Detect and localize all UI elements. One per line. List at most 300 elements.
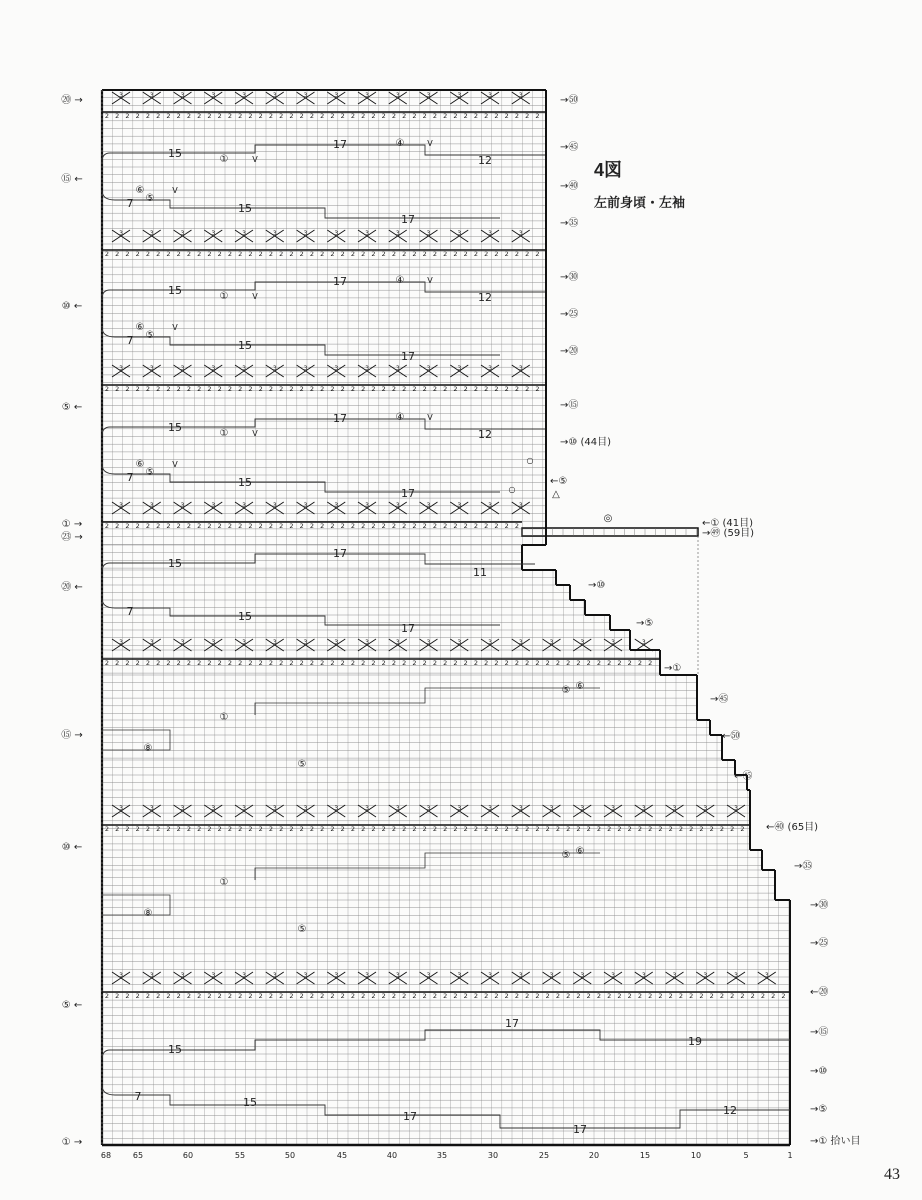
purl-count-label: 2 xyxy=(607,825,612,833)
purl-count-label: 2 xyxy=(197,385,202,393)
cable-count-label: 3 xyxy=(734,972,738,979)
purl-count-label: 2 xyxy=(504,825,509,833)
purl-count-label: 2 xyxy=(248,112,253,120)
purl-count-label: 2 xyxy=(279,385,284,393)
purl-count-label: 2 xyxy=(166,112,171,120)
purl-count-label: 2 xyxy=(238,659,243,667)
cable-count-label: 3 xyxy=(211,639,216,646)
purl-count-label: 2 xyxy=(289,385,294,393)
stitch-count-label: 17 xyxy=(401,487,415,500)
purl-count-label: 2 xyxy=(535,385,540,393)
purl-count-label: 2 xyxy=(361,385,366,393)
purl-count-label: 2 xyxy=(227,522,233,530)
purl-count-label: 2 xyxy=(504,522,509,530)
cable-count-label: 3 xyxy=(641,972,646,979)
cable-count-label: 3 xyxy=(703,972,708,979)
purl-count-label: 2 xyxy=(432,659,438,667)
purl-count-label: 2 xyxy=(289,250,294,258)
cable-count-label: 3 xyxy=(242,972,246,979)
purl-count-label: 2 xyxy=(771,992,776,1000)
decrease-symbol: V xyxy=(172,460,178,469)
purl-count-label: 2 xyxy=(197,992,202,1000)
purl-count-label: 2 xyxy=(176,825,181,833)
left-row-label: ㉓ → xyxy=(61,532,83,543)
purl-count-label: 2 xyxy=(125,250,130,258)
purl-count-label: 2 xyxy=(381,825,386,833)
purl-count-label: 2 xyxy=(197,250,202,258)
right-row-label: ←㊵ (65目) xyxy=(766,822,819,833)
purl-count-label: 2 xyxy=(402,522,407,530)
purl-count-label: 2 xyxy=(145,112,151,120)
purl-count-label: 2 xyxy=(525,385,530,393)
left-row-label: ⑤ ← xyxy=(61,1000,83,1011)
purl-count-label: 2 xyxy=(320,992,325,1000)
purl-count-label: 2 xyxy=(494,112,499,120)
purl-count-label: 2 xyxy=(186,825,192,833)
column-tick-label: 10 xyxy=(690,1151,702,1160)
purl-count-label: 2 xyxy=(678,825,684,833)
cable-count-label: 3 xyxy=(488,972,492,979)
purl-count-label: 2 xyxy=(514,659,520,667)
purl-count-label: 2 xyxy=(186,992,192,1000)
cable-count-label: 3 xyxy=(457,92,462,99)
figure-title: 4図 xyxy=(594,160,623,180)
short-row-path xyxy=(255,853,600,880)
stitch-count-label: 17 xyxy=(401,213,415,226)
stitch-count-label: 12 xyxy=(478,291,492,304)
purl-count-label: 2 xyxy=(258,385,263,393)
purl-count-label: 2 xyxy=(443,385,448,393)
purl-count-label: 2 xyxy=(473,825,479,833)
right-row-label: ←① (41目) xyxy=(702,518,754,529)
purl-count-label: 2 xyxy=(627,825,632,833)
purl-count-label: 2 xyxy=(330,522,335,530)
sleeve-band xyxy=(522,528,698,536)
purl-count-label: 2 xyxy=(238,825,243,833)
cable-count-label: 3 xyxy=(395,502,400,509)
purl-count-label: 2 xyxy=(719,992,725,1000)
cable-count-label: 3 xyxy=(457,502,462,509)
purl-count-label: 2 xyxy=(125,825,130,833)
purl-count-label: 2 xyxy=(760,992,766,1000)
purl-count-label: 2 xyxy=(350,112,356,120)
purl-count-label: 2 xyxy=(740,992,745,1000)
purl-count-label: 2 xyxy=(699,992,704,1000)
purl-count-label: 2 xyxy=(104,825,110,833)
right-row-label: →㉟ xyxy=(794,861,813,872)
right-row-label: →⑮ xyxy=(810,1027,829,1038)
cable-count-label: 3 xyxy=(518,92,523,99)
purl-count-label: 2 xyxy=(504,250,509,258)
purl-count-label: 2 xyxy=(320,385,325,393)
right-row-label: →㊺ xyxy=(560,142,579,153)
cable-count-label: 3 xyxy=(426,92,431,99)
purl-count-label: 2 xyxy=(391,112,397,120)
purl-count-label: 2 xyxy=(207,250,212,258)
purl-count-label: 2 xyxy=(258,522,263,530)
stitch-count-label: 17 xyxy=(333,138,347,151)
cable-count-label: 3 xyxy=(518,805,523,812)
purl-count-label: 2 xyxy=(186,522,192,530)
cable-count-label: 3 xyxy=(149,972,154,979)
purl-count-label: 2 xyxy=(658,825,663,833)
purl-count-label: 2 xyxy=(350,250,356,258)
cable-count-label: 3 xyxy=(457,972,462,979)
cable-count-label: 3 xyxy=(149,230,154,237)
purl-count-label: 2 xyxy=(156,112,161,120)
cable-count-label: 3 xyxy=(518,365,523,372)
purl-count-label: 2 xyxy=(484,385,489,393)
purl-count-label: 2 xyxy=(299,522,304,530)
cable-count-label: 3 xyxy=(303,230,308,237)
cable-count-label: 3 xyxy=(488,365,492,372)
cable-count-label: 3 xyxy=(641,805,646,812)
purl-count-label: 2 xyxy=(340,522,345,530)
purl-count-label: 2 xyxy=(104,659,110,667)
decrease-symbol: V xyxy=(252,155,258,164)
purl-count-label: 2 xyxy=(197,522,202,530)
purl-count-label: 2 xyxy=(494,825,499,833)
purl-count-label: 2 xyxy=(586,659,591,667)
purl-count-label: 2 xyxy=(566,992,571,1000)
purl-count-label: 2 xyxy=(453,522,458,530)
purl-count-label: 2 xyxy=(484,250,489,258)
column-tick-label: 25 xyxy=(538,1151,550,1160)
purl-count-label: 2 xyxy=(115,522,120,530)
row-marker: ⑥ xyxy=(575,681,585,692)
row-marker: ⑤ xyxy=(297,924,307,935)
cable-count-label: 3 xyxy=(149,365,154,372)
purl-count-label: 2 xyxy=(781,992,786,1000)
purl-count-label: 2 xyxy=(617,992,622,1000)
purl-count-label: 2 xyxy=(135,659,140,667)
cable-count-label: 3 xyxy=(180,365,185,372)
purl-count-label: 2 xyxy=(555,825,561,833)
purl-count-label: 2 xyxy=(422,522,427,530)
cable-count-label: 3 xyxy=(119,805,123,812)
right-row-label: ←㊺ xyxy=(734,771,753,782)
edge-symbol: △ xyxy=(552,489,560,500)
stitch-count-label: 17 xyxy=(401,622,415,635)
purl-count-label: 2 xyxy=(504,992,509,1000)
purl-count-label: 2 xyxy=(340,250,345,258)
cable-count-label: 3 xyxy=(119,639,123,646)
purl-count-label: 2 xyxy=(330,385,335,393)
column-tick-label: 30 xyxy=(487,1151,499,1160)
purl-count-label: 2 xyxy=(145,385,151,393)
purl-count-label: 2 xyxy=(156,522,161,530)
purl-count-label: 2 xyxy=(166,385,171,393)
purl-count-label: 2 xyxy=(309,522,315,530)
row-marker: ⑤ xyxy=(561,850,571,861)
purl-count-label: 2 xyxy=(658,992,663,1000)
purl-count-label: 2 xyxy=(678,992,684,1000)
cable-count-label: 3 xyxy=(119,92,123,99)
purl-count-label: 2 xyxy=(115,112,120,120)
purl-count-label: 2 xyxy=(494,992,499,1000)
cable-count-label: 3 xyxy=(365,365,369,372)
cable-count-label: 3 xyxy=(611,805,615,812)
purl-count-label: 2 xyxy=(135,112,140,120)
decrease-symbol: V xyxy=(252,429,258,438)
purl-count-label: 2 xyxy=(473,522,479,530)
purl-count-label: 2 xyxy=(402,250,407,258)
row-marker: ④ xyxy=(395,412,405,423)
purl-count-label: 2 xyxy=(381,250,386,258)
purl-count-label: 2 xyxy=(514,825,520,833)
stitch-count-label: 17 xyxy=(573,1123,587,1136)
cable-count-label: 3 xyxy=(426,972,431,979)
purl-count-label: 2 xyxy=(422,250,427,258)
purl-count-label: 2 xyxy=(525,825,530,833)
column-tick-label: 20 xyxy=(588,1151,600,1160)
cable-count-label: 3 xyxy=(734,805,738,812)
row-marker: ⑤ xyxy=(145,467,155,478)
purl-count-label: 2 xyxy=(299,825,304,833)
purl-count-label: 2 xyxy=(227,112,233,120)
cable-count-label: 3 xyxy=(641,639,646,646)
purl-count-label: 2 xyxy=(289,992,294,1000)
cable-count-label: 3 xyxy=(149,805,154,812)
right-row-label: →㊾ (59目) xyxy=(702,528,755,539)
purl-count-label: 2 xyxy=(207,992,212,1000)
cable-count-label: 3 xyxy=(272,639,277,646)
purl-count-label: 2 xyxy=(473,250,479,258)
purl-count-label: 2 xyxy=(186,112,192,120)
purl-count-label: 2 xyxy=(422,112,427,120)
cable-count-label: 3 xyxy=(488,230,492,237)
purl-count-label: 2 xyxy=(617,825,622,833)
purl-count-label: 2 xyxy=(443,250,448,258)
purl-count-label: 2 xyxy=(525,659,530,667)
purl-count-label: 2 xyxy=(279,825,284,833)
purl-count-label: 2 xyxy=(648,825,653,833)
purl-count-label: 2 xyxy=(586,992,591,1000)
purl-count-label: 2 xyxy=(361,112,366,120)
purl-count-label: 2 xyxy=(125,385,130,393)
purl-count-label: 2 xyxy=(176,659,181,667)
purl-count-label: 2 xyxy=(289,112,294,120)
row-marker: ① xyxy=(219,154,229,165)
cable-count-label: 3 xyxy=(488,639,492,646)
purl-count-label: 2 xyxy=(248,250,253,258)
purl-count-label: 2 xyxy=(484,112,489,120)
purl-count-label: 2 xyxy=(402,825,407,833)
purl-count-label: 2 xyxy=(596,992,602,1000)
purl-count-label: 2 xyxy=(340,112,345,120)
purl-count-label: 2 xyxy=(238,385,243,393)
cable-count-label: 3 xyxy=(426,502,431,509)
purl-count-label: 2 xyxy=(719,825,725,833)
cable-count-label: 3 xyxy=(395,365,400,372)
purl-count-label: 2 xyxy=(248,659,253,667)
cable-count-label: 3 xyxy=(457,639,462,646)
cable-count-label: 3 xyxy=(457,365,462,372)
purl-count-label: 2 xyxy=(412,385,417,393)
cable-count-label: 3 xyxy=(149,502,154,509)
purl-count-label: 2 xyxy=(248,825,253,833)
purl-count-label: 2 xyxy=(361,659,366,667)
purl-count-label: 2 xyxy=(412,522,417,530)
purl-count-label: 2 xyxy=(494,250,499,258)
purl-count-label: 2 xyxy=(709,992,714,1000)
purl-count-label: 2 xyxy=(125,992,130,1000)
cable-count-label: 3 xyxy=(303,365,308,372)
row-marker: ⑥ xyxy=(135,459,145,470)
purl-count-label: 2 xyxy=(186,659,192,667)
row-marker: ① xyxy=(219,428,229,439)
purl-count-label: 2 xyxy=(350,659,356,667)
cable-count-label: 3 xyxy=(242,230,246,237)
purl-count-label: 2 xyxy=(740,825,745,833)
purl-count-label: 2 xyxy=(463,112,468,120)
cable-count-label: 3 xyxy=(518,972,523,979)
cable-count-label: 3 xyxy=(211,502,216,509)
purl-count-label: 2 xyxy=(135,992,140,1000)
purl-count-label: 2 xyxy=(381,112,386,120)
column-tick-label: 60 xyxy=(182,1151,194,1160)
column-tick-label: 45 xyxy=(336,1151,348,1160)
decrease-symbol: V xyxy=(172,186,178,195)
purl-count-label: 2 xyxy=(627,992,632,1000)
purl-count-label: 2 xyxy=(453,385,458,393)
purl-count-label: 2 xyxy=(320,112,325,120)
purl-count-label: 2 xyxy=(258,250,263,258)
cable-count-label: 3 xyxy=(334,92,339,99)
purl-count-label: 2 xyxy=(371,385,376,393)
short-row-path xyxy=(255,688,600,715)
purl-count-label: 2 xyxy=(391,250,397,258)
purl-count-label: 2 xyxy=(145,522,151,530)
purl-count-label: 2 xyxy=(227,659,233,667)
purl-count-label: 2 xyxy=(268,112,274,120)
purl-count-label: 2 xyxy=(391,522,397,530)
figure-subtitle: 左前身頃・左袖 xyxy=(594,195,686,210)
purl-count-label: 2 xyxy=(422,659,427,667)
right-row-label: →① 拾い目 xyxy=(810,1136,861,1147)
purl-count-label: 2 xyxy=(145,250,151,258)
purl-count-label: 2 xyxy=(186,385,192,393)
purl-count-label: 2 xyxy=(514,992,520,1000)
purl-count-label: 2 xyxy=(299,385,304,393)
purl-count-label: 2 xyxy=(309,992,315,1000)
left-row-label: ① → xyxy=(61,1137,83,1148)
purl-count-label: 2 xyxy=(637,992,643,1000)
decrease-symbol: V xyxy=(172,323,178,332)
purl-count-label: 2 xyxy=(453,112,458,120)
right-row-label: →⑮ xyxy=(560,400,579,411)
cable-count-label: 3 xyxy=(488,805,492,812)
cable-count-label: 3 xyxy=(549,639,554,646)
purl-count-label: 2 xyxy=(371,659,376,667)
purl-count-label: 2 xyxy=(535,825,540,833)
purl-count-label: 2 xyxy=(555,659,561,667)
stitch-count-label: 17 xyxy=(401,350,415,363)
stitch-count-label: 12 xyxy=(478,428,492,441)
purl-count-label: 2 xyxy=(258,825,263,833)
edge-symbol: ○ xyxy=(508,485,516,494)
purl-count-label: 2 xyxy=(340,825,345,833)
purl-count-label: 2 xyxy=(391,825,397,833)
decrease-symbol: V xyxy=(252,292,258,301)
purl-count-label: 2 xyxy=(750,992,755,1000)
purl-count-label: 2 xyxy=(197,659,202,667)
short-row-path xyxy=(102,554,535,572)
purl-count-label: 2 xyxy=(268,250,274,258)
purl-count-label: 2 xyxy=(402,659,407,667)
cable-count-label: 3 xyxy=(211,230,216,237)
purl-count-label: 2 xyxy=(463,825,468,833)
purl-count-label: 2 xyxy=(463,250,468,258)
cable-count-label: 3 xyxy=(518,639,523,646)
purl-count-label: 2 xyxy=(596,659,602,667)
purl-count-label: 2 xyxy=(432,250,438,258)
purl-count-label: 2 xyxy=(443,825,448,833)
cable-count-label: 3 xyxy=(272,502,277,509)
cable-count-label: 3 xyxy=(365,639,369,646)
purl-count-label: 2 xyxy=(432,825,438,833)
purl-count-label: 2 xyxy=(402,992,407,1000)
stitch-count-label: 15 xyxy=(168,1043,182,1056)
purl-count-label: 2 xyxy=(494,522,499,530)
decrease-symbol: V xyxy=(427,413,433,422)
purl-count-label: 2 xyxy=(217,825,222,833)
purl-count-label: 2 xyxy=(248,522,253,530)
cable-count-label: 3 xyxy=(672,805,677,812)
purl-count-label: 2 xyxy=(135,825,140,833)
left-row-label: ⑳ → xyxy=(61,95,83,106)
cable-count-label: 3 xyxy=(242,365,246,372)
purl-count-label: 2 xyxy=(432,522,438,530)
right-row-label: ←㊿ xyxy=(722,731,741,742)
purl-count-label: 2 xyxy=(115,825,120,833)
purl-count-label: 2 xyxy=(566,659,571,667)
cable-count-label: 3 xyxy=(611,639,615,646)
purl-count-label: 2 xyxy=(525,992,530,1000)
purl-count-label: 2 xyxy=(443,659,448,667)
cable-count-label: 3 xyxy=(365,502,369,509)
purl-count-label: 2 xyxy=(402,112,407,120)
purl-count-label: 2 xyxy=(279,522,284,530)
decrease-symbol: V xyxy=(427,139,433,148)
purl-count-label: 2 xyxy=(361,250,366,258)
purl-count-label: 2 xyxy=(340,992,345,1000)
purl-count-label: 2 xyxy=(484,825,489,833)
cable-count-label: 3 xyxy=(119,365,123,372)
purl-count-label: 2 xyxy=(463,992,468,1000)
purl-count-label: 2 xyxy=(566,825,571,833)
purl-count-label: 2 xyxy=(463,385,468,393)
purl-count-label: 2 xyxy=(289,825,294,833)
purl-count-label: 2 xyxy=(412,112,417,120)
row-marker: ① xyxy=(219,877,229,888)
purl-count-label: 2 xyxy=(227,992,233,1000)
purl-count-label: 2 xyxy=(207,385,212,393)
purl-count-label: 2 xyxy=(412,659,417,667)
purl-count-label: 2 xyxy=(217,385,222,393)
short-row-path xyxy=(102,1085,790,1128)
purl-count-label: 2 xyxy=(381,522,386,530)
purl-count-label: 2 xyxy=(535,112,540,120)
right-row-label: →⑩ xyxy=(588,580,606,591)
stitch-count-label: 17 xyxy=(505,1017,519,1030)
stitch-count-label: 15 xyxy=(168,421,182,434)
cable-count-label: 3 xyxy=(272,365,277,372)
right-row-label: →㊺ xyxy=(710,694,729,705)
purl-count-label: 2 xyxy=(156,825,161,833)
purl-count-label: 2 xyxy=(207,659,212,667)
purl-count-label: 2 xyxy=(545,992,550,1000)
